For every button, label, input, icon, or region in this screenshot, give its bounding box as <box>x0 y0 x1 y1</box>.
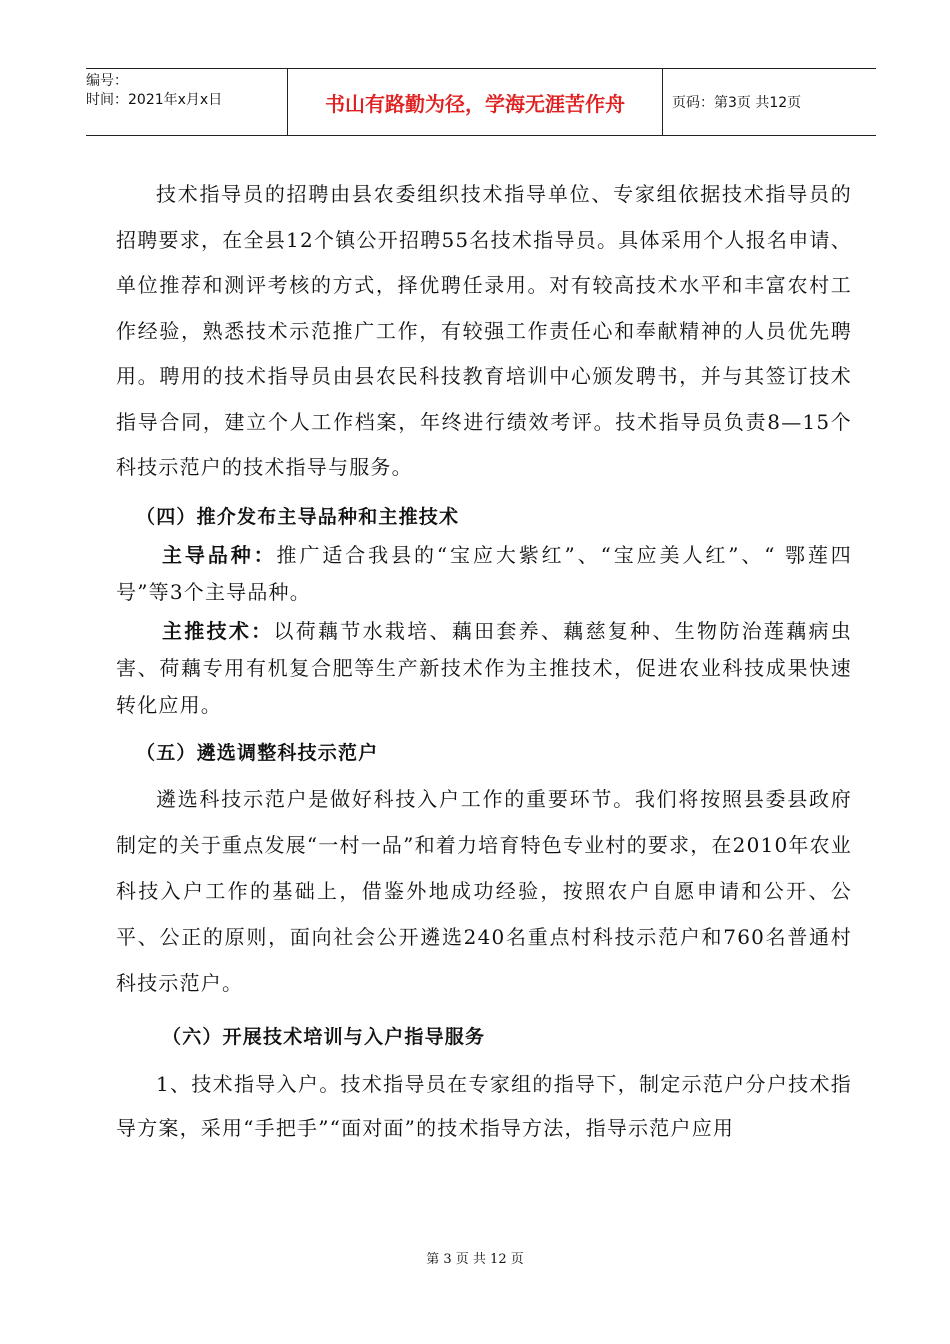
number-label: 编号： <box>86 73 128 89</box>
section-heading-4: （四）推介发布主导品种和主推技术 <box>136 505 460 528</box>
section-heading-6: （六）开展技术培训与入户指导服务 <box>162 1025 486 1048</box>
header-page-info: 页码：第3页 共12页 <box>672 95 802 111</box>
main-varieties-label: 主导品种： <box>162 542 277 567</box>
page-header <box>86 68 876 136</box>
main-techniques-text: 以荷藕节水栽培、藕田套养、藕慈复种、生物防治莲藕病虫害、荷藕专用有机复合肥等生产新技术作为主推技术，促进农业科技成果快速转化应用。 <box>116 618 852 717</box>
section-heading-5: （五）遴选调整科技示范户 <box>136 741 379 764</box>
document-body <box>116 172 852 1150</box>
main-techniques-label: 主推技术： <box>162 618 274 643</box>
main-varieties-text: 推广适合我县的“宝应大紫红”、“宝应美人红”、“ 鄂莲四号”等3个主导品种。 <box>116 542 852 604</box>
page-footer: 第 3 页 共 12 页 <box>426 1252 524 1267</box>
header-meta <box>86 69 286 138</box>
time-label: 时间：2021年x月x日 <box>86 92 223 108</box>
header-motto: 书山有路勤为径，学海无涯苦作舟 <box>287 69 663 135</box>
paragraph-selection: 遴选科技示范户是做好科技入户工作的重要环节。我们将按照县委县政府制定的关于重点发展“一村一品”和着力培育特色专业村的要求，在2010年农业科技入户工作的基础上，借鉴外地成功经验，按照农户自愿申请和公开、公平、公正的原则，面向社会公开遴选240名重点村科技示范户和760名普通村科技示范户。 <box>116 786 852 995</box>
paragraph-recruitment: 技术指导员的招聘由县农委组织技术指导单位、专家组依据技术指导员的招聘要求，在全县12个镇公开招聘55名技术指导员。具体采用个人报名申请、单位推荐和测评考核的方式，择优聘任录用。对有较高技术水平和丰富农村工作经验，熟悉技术示范推广工作，有较强工作责任心和奉献精神的人员优先聘用。聘用的技术指导员由县农民科技教育培训中心颁发聘书，并与其签订技术指导合同，建立个人工作档案，年终进行绩效考评。技术指导员负责8—15个科技示范户的技术指导与服务。 <box>116 182 852 479</box>
paragraph-main-techniques <box>116 613 852 724</box>
paragraph-guidance: 1、技术指导入户。技术指导员在专家组的指导下，制定示范户分户技术指导方案，采用“手把手”“面对面”的技术指导方法，指导示范户应用 <box>116 1071 852 1140</box>
paragraph-main-varieties <box>116 537 852 611</box>
